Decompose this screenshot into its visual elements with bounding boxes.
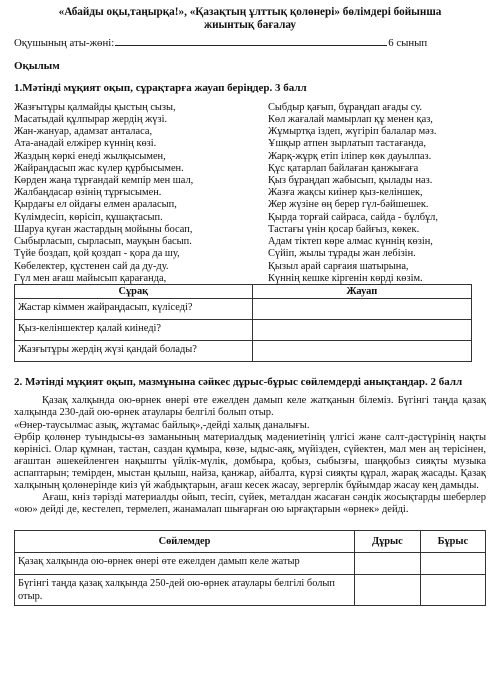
table-row [15,319,472,340]
task2-text [14,395,486,516]
poem-line: Ата-анадай елжірер күннің көзі. [14,138,157,150]
column-header-answer: Жауап [252,284,471,298]
poem-line: Жер жүзіне өң берер гүл-бәйшешек. [268,199,429,211]
poem-line: Көл жағалай мамырлап құ менен қаз, [268,114,433,126]
poem-line: Жазғытұры қалмайды қыстың сызы, [14,101,176,113]
true-checkbox-cell[interactable] [355,575,421,606]
text-paragraph: Қазақ халқында ою-өрнек өнері өте ежелден дамып келе жатқанын білеміз. Бүгінгі таңда қазақ халқында 230-дай ою-өрнек атаулары белгілі болып отыр. [14,395,486,419]
poem-line: Қызыл арай сарғаия шатырына, [268,260,409,272]
poem-line: Ұшқыр атпен зырлатып тастағанда, [268,138,426,150]
poem-line: Құс қатарлап байлаған қанжығаға [268,162,419,174]
text-paragraph: Әрбір қолөнер туындысы-өз заманының материалдық мәдениетінің үлгісі және салт-дәстүрінің нақты көрінісі. Олар құмнан, тастан, саздан құмыра, көзе, ыдыс-аяқ, мүйізден, сүйектен, мал мен аң терісінен, ағаштан әшекейленген нақышты үйлік-мүлік, домбыра, қобыз, сыбызғы, шаңқобыз сияқты музыка аспаптарын; темірден, мыстан қылыш, найза, қанжар, айбалта, күрзі сияқты құрал, жарақ жасады. Қазақ халқының қолөнерінде киіз үй жабдықтарын, ағаш кесек жасау, зергерлік бұйымдар жасау кең дамыды. [14,431,486,491]
poem-line: Жұмыртқа іздеп, жүгіріп балалар мәз. [268,126,437,138]
questions-table [14,284,472,362]
task1-heading: 1.Мәтінді мұқият оқып, сұрақтарға жауап беріңдер. 3 балл [14,82,307,95]
poem-line: Күлімдесіп, көрісіп, құшақтасып. [14,211,163,223]
poem-line: Көрден жаңа тұрғандай кемпір мен шал, [14,175,194,187]
true-checkbox-cell[interactable] [355,553,421,575]
poem-line: Сыбдыр қағып, бұраңдап ағады су. [268,101,423,113]
table-header-row [15,531,486,553]
student-name-blank[interactable] [115,36,387,46]
poem-line: Сыбырласып, сырласып, мауқын басып. [14,236,192,248]
table-row [15,553,486,575]
poem-line: Қыз бұраңдап жабысып, қылады наз. [268,175,433,187]
statement-cell: Бүгінгі таңда қазақ халқында 250-дей ою-өрнек атаулары белгілі болып отыр. [15,575,355,606]
poem-line: Сүйіп, жылы тұрады жан лебізін. [268,248,416,260]
table-row [15,340,472,361]
question-cell: Қыз-келіншектер қалай киінеді? [15,319,253,340]
column-header-true: Дұрыс [355,531,421,553]
answer-cell[interactable] [252,298,471,319]
table-row [15,575,486,606]
table-row [15,298,472,319]
poem-line: Адам тіктеп көре алмас күннің көзін, [268,236,433,248]
poem-line: Қырда торғай сайраса, сайда - бұлбұл, [268,211,438,223]
poem-line: Тастағы үнін қосар байғыз, көкек. [268,223,420,235]
poem-line: Жазға жақсы киінер қыз-келіншек, [268,187,423,199]
poem-line: Гүл мен ағаш майысып қарағанда, [14,272,167,284]
student-name-label: Оқушының аты-жөні: [14,36,115,49]
poem-line: Шаруа қуған жастардың мойыны босап, [14,223,193,235]
answer-cell[interactable] [252,319,471,340]
poem [14,102,486,285]
false-checkbox-cell[interactable] [420,553,485,575]
page-title: «Абайды оқы,таңырқа!», «Қазақтың ұлттық қолөнері» бөлімдері бойынша жиынтық бағалау [58,6,442,32]
poem-line: Көбелектер, құстенен сай да ду-ду. [14,260,169,272]
statements-table [14,530,486,606]
grade-label: 6 сынып [388,36,428,49]
question-cell: Жазғытұры жердің жүзі қандай болады? [15,340,253,361]
task2-heading: 2. Мәтінді мұқият оқып, мазмұнына сәйкес дұрыс-бұрыс сөйлемдерді анықтаңдар. 2 балл [14,375,463,388]
poem-line: Жайраңдасып жас күлер құрбысымен. [14,162,184,174]
text-quote: «Өнер-таусылмас азық, жұтамас байлық»,-дейді халық даналығы. [14,419,310,431]
column-header-question: Сұрақ [15,284,253,298]
poem-line: Жарқ-жұрқ етіп іліпер көк дауылпаз. [268,150,432,162]
statement-cell: Қазақ халқында ою-өрнек өнері өте ежелден дамып келе жатыр [15,553,355,575]
student-name-line [14,36,486,50]
poem-line: Түйе боздап, қой қоздап - қора да шу, [14,248,180,260]
poem-line: Күннің кешке кіргенін көрді көзім. [268,272,423,284]
poem-right-column [250,102,486,285]
poem-line: Қырдағы ел ойдағы елмен араласып, [14,199,177,211]
poem-line: Жан-жануар, адамзат анталаса, [14,126,153,138]
question-cell: Жастар кіммен жайраңдасып, күліседі? [15,298,253,319]
poem-line: Масатыдай құлпырар жердің жүзі. [14,114,168,126]
column-header-false: Бұрыс [420,531,485,553]
text-paragraph: Ағаш, кніз тәрізді материалды ойып, тесіп, сүйек, металдан жасаған сәндік жосықтарды шеберлер «ою» дейді де, кестелеп, термелеп, жанамалап шығарған ою ырғақтарын «өрнек» дейді. [14,492,486,516]
answer-cell[interactable] [252,340,471,361]
poem-left-column [14,102,250,285]
poem-line: Жаздың көркі енеді жылқысымен, [14,150,166,162]
false-checkbox-cell[interactable] [420,575,485,606]
poem-line: Жалбаңдасар өзінің тұрғысымен. [14,187,162,199]
column-header-statements: Сөйлемдер [15,531,355,553]
table-header-row [15,284,472,298]
section-title: Оқылым [14,60,60,73]
